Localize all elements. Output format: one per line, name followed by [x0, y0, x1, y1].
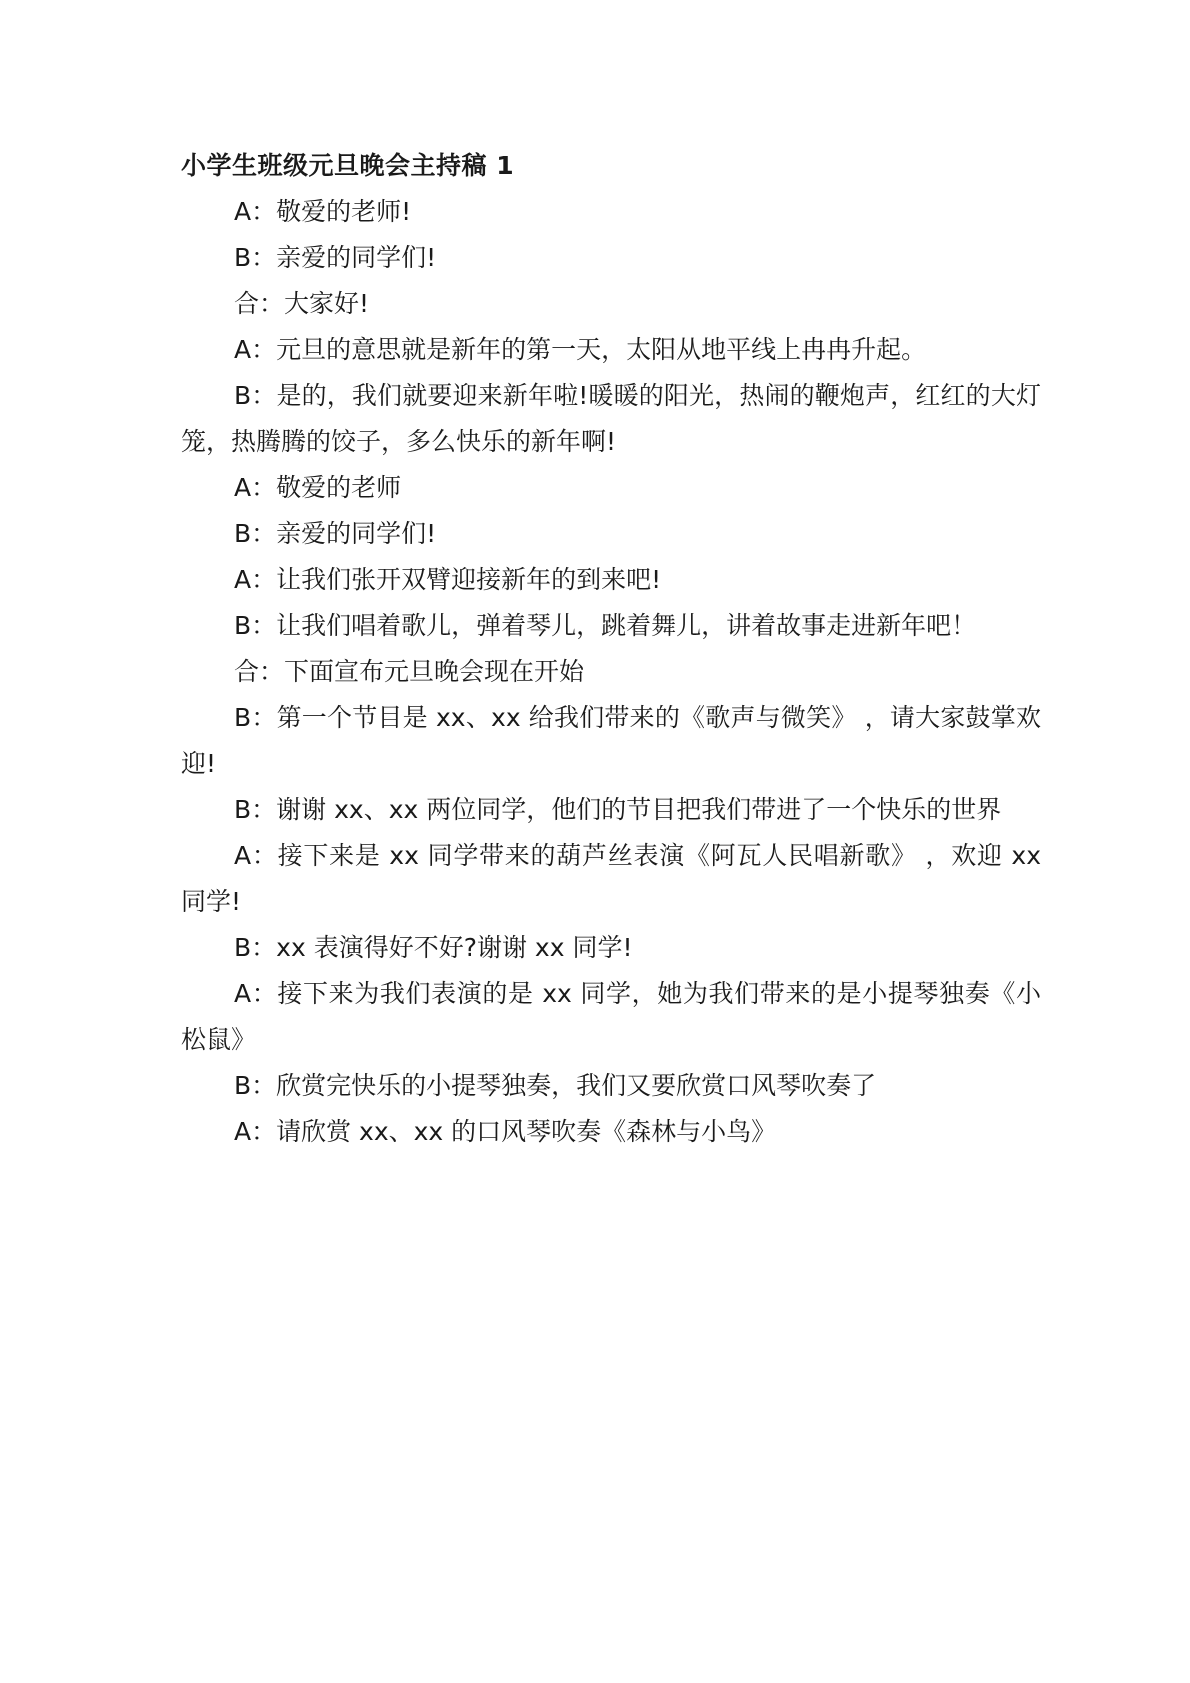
paragraph: B：是的，我们就要迎来新年啦!暖暖的阳光，热闹的鞭炮声，红红的大灯笼，热腾腾的饺子，多么快乐的新年啊!: [181, 381, 1041, 456]
paragraph: A：接下来为我们表演的是 xx 同学，她为我们带来的是小提琴独奏《小松鼠》: [181, 979, 1041, 1054]
paragraph: A：接下来是 xx 同学带来的葫芦丝表演《阿瓦人民唱新歌》 ，欢迎 xx 同学!: [181, 841, 1041, 916]
paragraph: B：欣赏完快乐的小提琴独奏，我们又要欣赏口风琴吹奏了: [234, 1071, 877, 1100]
paragraph: A：请欣赏 xx、xx 的口风琴吹奏《森林与小鸟》: [234, 1117, 777, 1146]
paragraph: 合：大家好!: [234, 289, 370, 318]
paragraph: A：让我们张开双臂迎接新年的到来吧!: [234, 565, 662, 594]
paragraph: 合：下面宣布元旦晚会现在开始: [234, 657, 585, 686]
paragraph: A：敬爱的老师!: [234, 197, 412, 226]
paragraph: A：敬爱的老师: [234, 473, 402, 502]
paragraph: B：让我们唱着歌儿，弹着琴儿，跳着舞儿，讲着故事走进新年吧！: [234, 611, 977, 640]
paragraph: A：元旦的意思就是新年的第一天，太阳从地平线上冉冉升起。: [234, 335, 927, 364]
document-title: 小学生班级元旦晚会主持稿 1: [181, 151, 515, 180]
paragraph: B：xx 表演得好不好?谢谢 xx 同学!: [234, 933, 633, 962]
paragraph: B：亲爱的同学们!: [234, 243, 437, 272]
paragraph: B：谢谢 xx、xx 两位同学，他们的节目把我们带进了一个快乐的世界: [234, 795, 1002, 824]
paragraph: B：第一个节目是 xx、xx 给我们带来的《歌声与微笑》 ，请大家鼓掌欢迎!: [181, 703, 1041, 778]
paragraph: B：亲爱的同学们!: [234, 519, 437, 548]
document-body: [181, 143, 1041, 1155]
